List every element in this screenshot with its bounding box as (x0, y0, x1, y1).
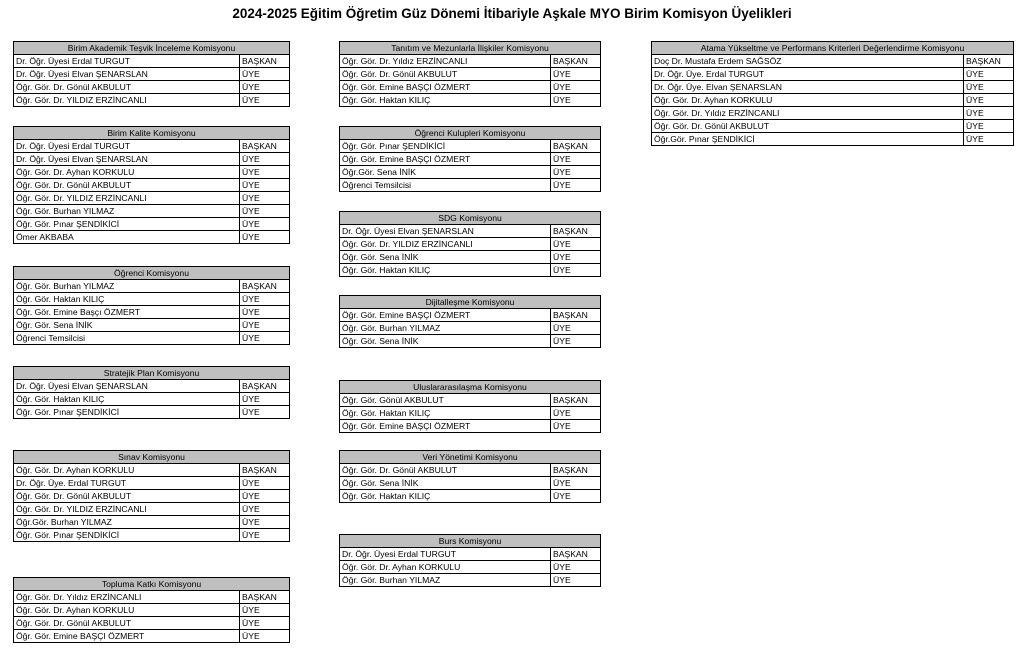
member-name: Öğr. Gör. Sena İNİK (340, 335, 551, 348)
member-name: Dr. Öğr. Üye. Elvan ŞENARSLAN (652, 81, 964, 94)
member-role: ÜYE (240, 332, 290, 345)
member-name: Öğr. Gör. Haktan KILIÇ (14, 393, 240, 406)
member-row (14, 503, 290, 516)
member-row (340, 140, 601, 153)
member-row (340, 153, 601, 166)
member-name: Öğr. Gör. Emine BAŞÇI ÖZMERT (340, 153, 551, 166)
member-row (340, 394, 601, 407)
member-role: ÜYE (551, 490, 601, 503)
member-row (340, 548, 601, 561)
committee-title: Öğrenci Kulupleri Komisyonu (340, 127, 601, 140)
member-name: Öğr. Gör. Sena İNİK (340, 251, 551, 264)
page-title: 2024-2025 Eğitim Öğretim Güz Dönemi İtibariyle Aşkale MYO Birim Komisyon Üyelikleri (232, 6, 792, 21)
member-name: Öğr. Gör. Pınar ŞENDİKİCİ (14, 218, 240, 231)
member-role: BAŞKAN (240, 591, 290, 604)
member-role: ÜYE (964, 133, 1014, 146)
member-name: Öğr. Gör. Dr. Ayhan KORKULU (340, 561, 551, 574)
member-row (14, 464, 290, 477)
member-row (652, 81, 1014, 94)
member-name: Öğr. Gör. Burhan YILMAZ (340, 574, 551, 587)
member-name: Öğr. Gör. Emine Başçı ÖZMERT (14, 306, 240, 319)
member-name: Öğr.Gör. Burhan YILMAZ (14, 516, 240, 529)
member-name: Doç Dr. Mustafa Erdem SAĞSÖZ (652, 55, 964, 68)
member-row (14, 516, 290, 529)
member-row (14, 477, 290, 490)
member-name: Öğr. Gör. Sena İNİK (14, 319, 240, 332)
committee-title: Birim Akademik Teşvik İnceleme Komisyonu (14, 42, 290, 55)
committee-table (339, 211, 601, 277)
member-name: Dr. Öğr. Üyesi Erdal TURGUT (340, 548, 551, 561)
committee-table (339, 380, 601, 433)
member-name: Öğr. Gör. Dr. Ayhan KORKULU (14, 166, 240, 179)
member-row (14, 490, 290, 503)
committee-title: Veri Yönetimi Komisyonu (340, 451, 601, 464)
member-row (340, 490, 601, 503)
member-role: BAŞKAN (240, 280, 290, 293)
committee-table (339, 450, 601, 503)
member-role: ÜYE (551, 561, 601, 574)
member-role: BAŞKAN (551, 225, 601, 238)
committee-table (339, 534, 601, 587)
member-role: ÜYE (240, 630, 290, 643)
committee-table (339, 41, 601, 107)
member-name: Öğr.Gör. Pınar ŞENDİKİCİ (652, 133, 964, 146)
member-role: ÜYE (964, 107, 1014, 120)
member-row (14, 140, 290, 153)
member-role: ÜYE (551, 335, 601, 348)
member-name: Öğr. Gör. Burhan YILMAZ (340, 322, 551, 335)
member-row (14, 529, 290, 542)
member-role: BAŞKAN (551, 309, 601, 322)
member-role: ÜYE (964, 68, 1014, 81)
member-row (14, 406, 290, 419)
member-role: ÜYE (240, 192, 290, 205)
member-role: ÜYE (551, 153, 601, 166)
member-row (340, 68, 601, 81)
member-role: ÜYE (240, 529, 290, 542)
member-role: ÜYE (240, 617, 290, 630)
member-row (340, 464, 601, 477)
member-row (340, 55, 601, 68)
member-name: Öğr. Gör. Emine BAŞÇI ÖZMERT (340, 81, 551, 94)
member-name: Öğr. Gör. Haktan KILIÇ (340, 407, 551, 420)
member-row (340, 225, 601, 238)
member-role: BAŞKAN (551, 548, 601, 561)
member-role: BAŞKAN (551, 55, 601, 68)
member-row (652, 107, 1014, 120)
member-role: ÜYE (240, 319, 290, 332)
member-name: Öğr. Gör. Sena İNİK (340, 477, 551, 490)
member-row (340, 81, 601, 94)
member-name: Öğr. Gör. Dr. Ayhan KORKULU (14, 464, 240, 477)
member-role: ÜYE (240, 406, 290, 419)
member-name: Öğr. Gör. Haktan KILIÇ (340, 264, 551, 277)
member-row (340, 179, 601, 192)
member-row (14, 81, 290, 94)
member-name: Öğr. Gör. Dr. Yıldız ERZİNCANLI (14, 591, 240, 604)
member-role: ÜYE (240, 516, 290, 529)
member-name: Öğr. Gör. Pınar ŞENDİKİCİ (340, 140, 551, 153)
member-role: ÜYE (551, 407, 601, 420)
member-row (340, 407, 601, 420)
committee-title: Atama Yükseltme ve Performans Kriterleri Değerlendirme Komisyonu (652, 42, 1014, 55)
member-row (340, 574, 601, 587)
member-role: ÜYE (551, 81, 601, 94)
member-row (14, 604, 290, 617)
member-role: ÜYE (551, 94, 601, 107)
member-name: Öğr. Gör. Emine BAŞÇI ÖZMERT (340, 309, 551, 322)
member-role: ÜYE (240, 68, 290, 81)
member-row (14, 179, 290, 192)
member-name: Dr. Öğr. Üyesi Erdal TURGUT (14, 55, 240, 68)
committee-title: SDG Komisyonu (340, 212, 601, 225)
member-row (652, 68, 1014, 81)
member-role: BAŞKAN (240, 140, 290, 153)
member-role: ÜYE (551, 68, 601, 81)
committee-table (339, 126, 601, 192)
member-row (340, 322, 601, 335)
member-name: Öğr. Gör. Haktan KILIÇ (14, 293, 240, 306)
member-role: ÜYE (551, 251, 601, 264)
member-row (14, 55, 290, 68)
member-row (14, 205, 290, 218)
member-name: Öğr. Gör. Dr. Gönül AKBULUT (14, 179, 240, 192)
member-row (14, 380, 290, 393)
committee-table (13, 366, 290, 419)
member-row (340, 420, 601, 433)
committee-table (339, 295, 601, 348)
committee-table (13, 577, 290, 643)
member-row (340, 166, 601, 179)
member-role: ÜYE (240, 231, 290, 244)
committee-table (651, 41, 1014, 146)
member-role: ÜYE (240, 503, 290, 516)
member-name: Dr. Öğr. Üyesi Elvan ŞENARSLAN (340, 225, 551, 238)
member-row (14, 293, 290, 306)
member-name: Dr. Öğr. Üyesi Elvan ŞENARSLAN (14, 153, 240, 166)
committee-title: Topluma Katkı Komisyonu (14, 578, 290, 591)
member-role: BAŞKAN (551, 140, 601, 153)
member-name: Öğr. Gör. Pınar ŞENDİKİCİ (14, 529, 240, 542)
member-row (14, 280, 290, 293)
member-name: Ömer AKBABA (14, 231, 240, 244)
member-role: BAŞKAN (240, 55, 290, 68)
member-row (14, 68, 290, 81)
member-row (340, 477, 601, 490)
member-row (340, 251, 601, 264)
member-role: BAŞKAN (240, 464, 290, 477)
member-role: ÜYE (240, 166, 290, 179)
member-name: Dr. Öğr. Üyesi Elvan ŞENARSLAN (14, 68, 240, 81)
committee-table (13, 126, 290, 244)
member-name: Dr. Öğr. Üye. Erdal TURGUT (652, 68, 964, 81)
member-name: Öğr. Gör. Dr. YILDIZ ERZİNCANLI (14, 94, 240, 107)
member-name: Öğr. Gör. Dr. YILDIZ ERZİNCANLI (14, 192, 240, 205)
member-name: Öğr. Gör. Haktan KILIÇ (340, 490, 551, 503)
member-name: Öğr. Gör. Pınar ŞENDİKİCİ (14, 406, 240, 419)
member-name: Öğr. Gör. Dr. Gönül AKBULUT (14, 490, 240, 503)
member-role: BAŞKAN (551, 464, 601, 477)
member-role: ÜYE (240, 477, 290, 490)
member-name: Dr. Öğr. Üyesi Elvan ŞENARSLAN (14, 380, 240, 393)
member-row (340, 335, 601, 348)
member-name: Öğr. Gör. Dr. YILDIZ ERZİNCANLI (14, 503, 240, 516)
member-role: ÜYE (551, 179, 601, 192)
member-name: Öğr. Gör. Burhan YILMAZ (14, 280, 240, 293)
committee-table (13, 266, 290, 345)
committee-title: Stratejik Plan Komisyonu (14, 367, 290, 380)
member-row (14, 166, 290, 179)
member-role: BAŞKAN (240, 380, 290, 393)
member-role: ÜYE (240, 205, 290, 218)
member-role: ÜYE (551, 322, 601, 335)
member-role: ÜYE (551, 166, 601, 179)
member-role: BAŞKAN (964, 55, 1014, 68)
member-row (14, 332, 290, 345)
member-row (14, 617, 290, 630)
member-name: Öğr. Gör. Dr. Ayhan KORKULU (652, 94, 964, 107)
member-role: ÜYE (551, 238, 601, 251)
member-row (14, 630, 290, 643)
committee-title: Sınav Komisyonu (14, 451, 290, 464)
member-role: ÜYE (551, 574, 601, 587)
member-row (14, 153, 290, 166)
member-row (340, 94, 601, 107)
member-role: ÜYE (240, 94, 290, 107)
member-row (652, 55, 1014, 68)
member-name: Öğr. Gör. Haktan KILIÇ (340, 94, 551, 107)
committee-table (13, 41, 290, 107)
member-row (14, 192, 290, 205)
member-row (14, 393, 290, 406)
member-role: ÜYE (964, 120, 1014, 133)
member-role: ÜYE (240, 393, 290, 406)
committee-title: Burs Komisyonu (340, 535, 601, 548)
member-name: Dr. Öğr. Üye. Erdal TURGUT (14, 477, 240, 490)
committee-title: Tanıtım ve Mezunlarla İlişkiler Komisyonu (340, 42, 601, 55)
member-row (340, 561, 601, 574)
member-role: ÜYE (964, 94, 1014, 107)
member-name: Öğr.Gör. Sena İNİK (340, 166, 551, 179)
member-name: Öğr. Gör. Dr. Ayhan KORKULU (14, 604, 240, 617)
member-role: ÜYE (240, 218, 290, 231)
member-name: Öğr. Gör. Dr. Yıldız ERZİNCANLI (340, 55, 551, 68)
member-role: ÜYE (551, 420, 601, 433)
member-row (14, 319, 290, 332)
member-row (652, 94, 1014, 107)
member-role: ÜYE (240, 490, 290, 503)
member-name: Öğr. Gör. Emine BAŞÇI ÖZMERT (340, 420, 551, 433)
member-name: Öğr. Gör. Dr. Gönül AKBULUT (14, 81, 240, 94)
member-role: ÜYE (240, 81, 290, 94)
member-name: Öğr. Gör. Burhan YILMAZ (14, 205, 240, 218)
member-row (14, 231, 290, 244)
member-row (14, 306, 290, 319)
member-row (652, 120, 1014, 133)
member-name: Öğr. Gör. Dr. Gönül AKBULUT (652, 120, 964, 133)
member-role: ÜYE (240, 153, 290, 166)
member-name: Öğr. Gör. Dr. Gönül AKBULUT (340, 464, 551, 477)
member-role: ÜYE (551, 264, 601, 277)
member-role: ÜYE (240, 306, 290, 319)
member-row (340, 238, 601, 251)
committee-title: Öğrenci Komisyonu (14, 267, 290, 280)
member-row (14, 591, 290, 604)
member-role: ÜYE (551, 477, 601, 490)
member-row (652, 133, 1014, 146)
member-name: Öğr. Gör. Dr. Gönül AKBULUT (340, 68, 551, 81)
member-name: Öğrenci Temsilcisi (14, 332, 240, 345)
member-name: Öğr. Gör. Emine BAŞÇI ÖZMERT (14, 630, 240, 643)
member-role: ÜYE (240, 179, 290, 192)
member-name: Öğr. Gör. Dr. YILDIZ ERZİNCANLI (340, 238, 551, 251)
member-name: Öğrenci Temsilcisi (340, 179, 551, 192)
member-row (340, 264, 601, 277)
member-name: Öğr. Gör. Dr. Yıldız ERZİNCANLI (652, 107, 964, 120)
committee-title: Birim Kalite Komisyonu (14, 127, 290, 140)
member-role: ÜYE (240, 293, 290, 306)
committee-title: Uluslararasılaşma Komisyonu (340, 381, 601, 394)
member-row (340, 309, 601, 322)
member-role: ÜYE (964, 81, 1014, 94)
committee-title: Dijitalleşme Komisyonu (340, 296, 601, 309)
member-name: Dr. Öğr. Üyesi Erdal TURGUT (14, 140, 240, 153)
member-role: BAŞKAN (551, 394, 601, 407)
member-role: ÜYE (240, 604, 290, 617)
committee-table (13, 450, 290, 542)
member-name: Öğr. Gör. Dr. Gönül AKBULUT (14, 617, 240, 630)
member-name: Öğr. Gör. Gönül AKBULUT (340, 394, 551, 407)
member-row (14, 218, 290, 231)
member-row (14, 94, 290, 107)
